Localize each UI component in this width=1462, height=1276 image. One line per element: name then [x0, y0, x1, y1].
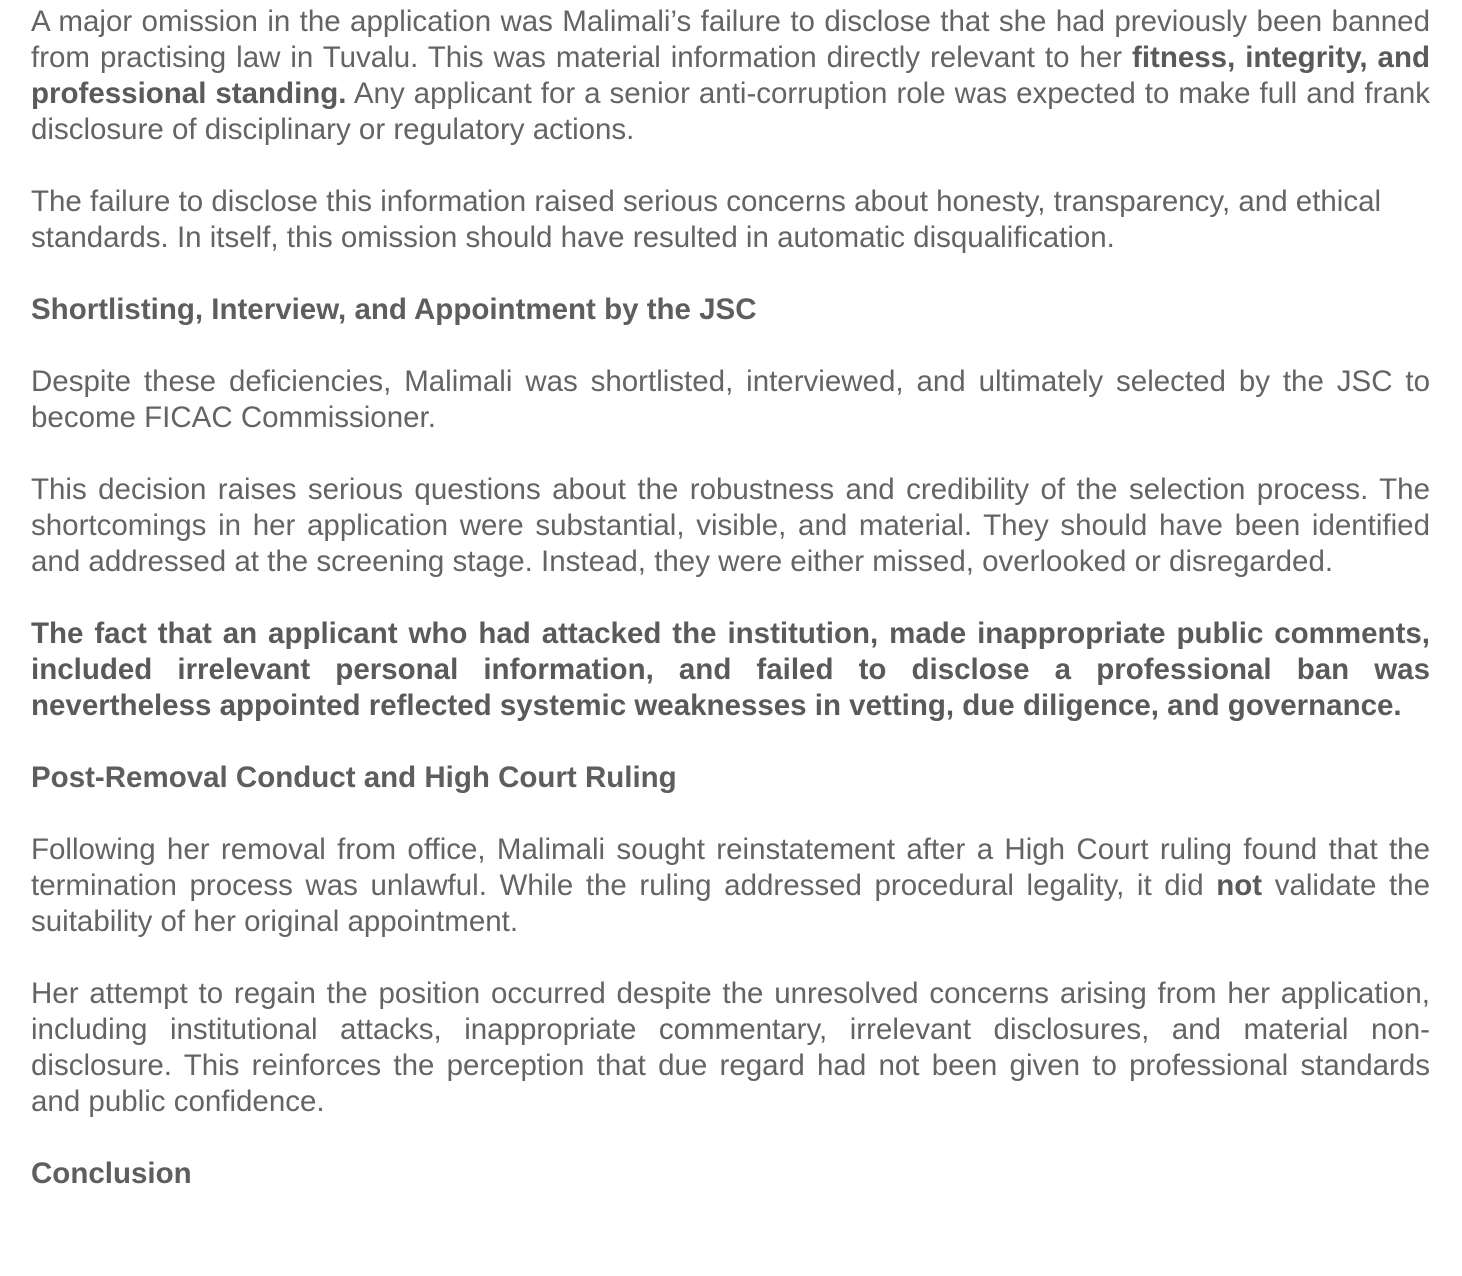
paragraph-high-court-ruling [31, 832, 1430, 940]
paragraph-high-court-emphasis: not [1216, 869, 1263, 902]
paragraph-non-disclosure-text-1: A major omission in the application was Malimali’s failure to disclose that she had previously been banned from practising law in Tuvalu. This was material information directly relevant to her [31, 5, 1430, 74]
paragraph-high-court-text-1: Following her removal from office, Malimali sought reinstatement after a High Court ruling found that the termination process was unlawful. While the ruling addressed procedural legality, it did [31, 833, 1430, 902]
heading-conclusion: Conclusion [31, 1157, 192, 1190]
paragraph-non-disclosure-text-2: Any applicant for a senior anti-corruption role was expected to make full and frank disclosure of disciplinary or regulatory actions. [31, 77, 1430, 146]
article-body [31, 4, 1430, 1192]
paragraph-disqualification: The failure to disclose this information raised serious concerns about honesty, transparency, and ethical standards. In itself, this omission should have resulted in automatic disqualification. [31, 185, 1382, 254]
paragraph-selection-process: This decision raises serious questions about the robustness and credibility of the selection process. The shortcomings in her application were substantial, visible, and material. They should have been identified and addressed at the screening stage. Instead, they were either missed, overlooked or disregarded. [31, 473, 1430, 578]
paragraph-shortlisted: Despite these deficiencies, Malimali was shortlisted, interviewed, and ultimately selected by the JSC to become FICAC Commissioner. [31, 365, 1430, 434]
paragraph-high-court-text-2: validate the suitability of her original appointment. [31, 869, 1430, 938]
paragraph-non-disclosure [31, 4, 1430, 148]
paragraph-systemic-weaknesses: The fact that an applicant who had attacked the institution, made inappropriate public comments, included irrelevant personal information, and failed to disclose a professional ban was nevertheless appointed reflected systemic weaknesses in vetting, due diligence, and governance. [31, 617, 1430, 722]
heading-post-removal: Post-Removal Conduct and High Court Ruling [31, 761, 677, 794]
paragraph-regain-position: Her attempt to regain the position occurred despite the unresolved concerns arising from her application, including institutional attacks, inappropriate commentary, irrelevant disclosures, and material non-disclosure. This reinforces the perception that due regard had not been given to professional standards and public confidence. [31, 977, 1430, 1118]
heading-shortlisting: Shortlisting, Interview, and Appointment by the JSC [31, 293, 757, 326]
paragraph-non-disclosure-emphasis: fitness, integrity, and professional standing. [31, 41, 1430, 110]
